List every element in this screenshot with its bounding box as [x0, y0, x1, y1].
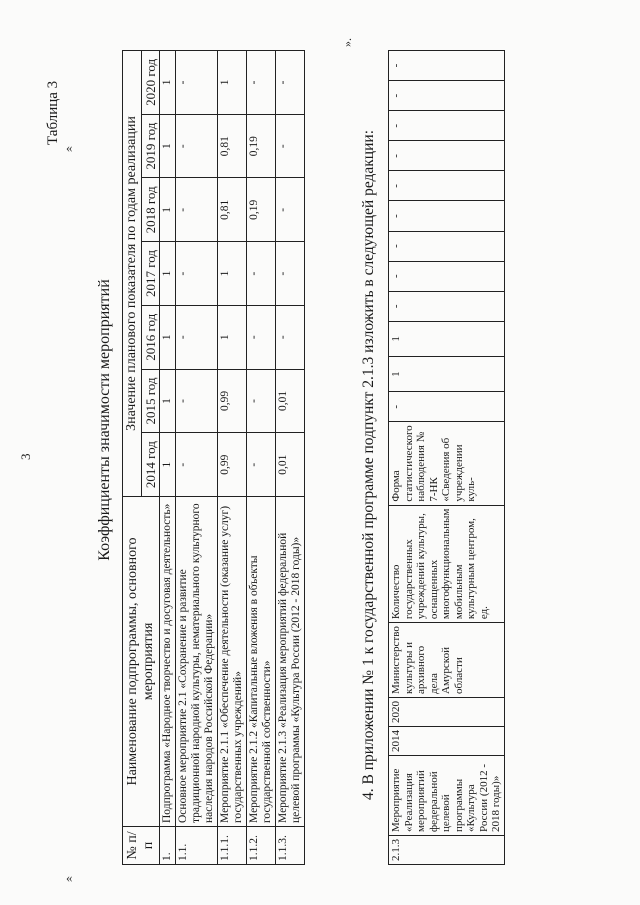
row-value: 1 — [160, 369, 176, 433]
year-end: 2020 — [389, 698, 505, 727]
row-num: 1. — [160, 827, 176, 865]
row-value: - — [276, 51, 305, 115]
row-value: - — [389, 201, 505, 231]
open-quote-mark: « — [66, 870, 73, 885]
table-row — [276, 51, 305, 865]
row-value: - — [276, 305, 305, 369]
row-value: 1 — [218, 305, 247, 369]
col-header-num: № п/п — [123, 827, 160, 865]
row-num: 2.1.3 — [389, 836, 505, 865]
indicator: Количество государственных учреждений культуры, оснащенных многофункциональным мобильным культурным центром, ед. — [389, 505, 505, 623]
row-value: 1 — [389, 321, 505, 356]
year-header: 2020 год — [142, 51, 160, 115]
year-header: 2014 год — [142, 433, 160, 497]
row-value: 0,99 — [218, 433, 247, 497]
row-value: 0,01 — [276, 369, 305, 433]
row-name: Мероприятие 2.1.2 «Капитальные вложения в объекты государственной собственности» — [247, 497, 276, 827]
row-value: 1 — [160, 114, 176, 178]
appendix-table — [388, 50, 505, 865]
table-row — [389, 51, 505, 865]
row-value: 0,81 — [218, 114, 247, 178]
measure-name: Мероприятие «Реализация мероприятий федеральной целевой программы «Культура России (2012 - 2018 годы)» — [389, 756, 505, 836]
row-value: 0,01 — [276, 433, 305, 497]
row-num: 1.1. — [176, 827, 218, 865]
row-value: - — [176, 178, 218, 242]
row-value: - — [389, 51, 505, 81]
row-value: 0,19 — [247, 178, 276, 242]
row-value: 0,99 — [218, 369, 247, 433]
table-row — [247, 51, 276, 865]
year-header: 2015 год — [142, 369, 160, 433]
row-num: 1.1.1. — [218, 827, 247, 865]
year-header: 2019 год — [142, 114, 160, 178]
row-value: 1 — [160, 242, 176, 306]
year-header: 2018 год — [142, 178, 160, 242]
row-value: 1 — [160, 305, 176, 369]
row-value: - — [276, 178, 305, 242]
page-number: 3 — [18, 453, 33, 460]
significance-table — [122, 50, 305, 865]
row-value: - — [389, 111, 505, 141]
row-name: Основное мероприятие 2.1 «Сохранение и развитие традиционной народной культуры, нематериального культурного наследия народов Российской Федерации» — [176, 497, 218, 827]
row-value: 1 — [389, 357, 505, 392]
row-value: - — [276, 114, 305, 178]
row-value: 0,19 — [247, 114, 276, 178]
row-num: 1.1.3. — [276, 827, 305, 865]
row-value: - — [389, 291, 505, 321]
closing-quote: ». — [340, 38, 354, 47]
row-value: - — [247, 433, 276, 497]
open-quote-mark-2: « — [66, 140, 73, 155]
row-value: - — [389, 392, 505, 422]
row-name: Подпрограмма «Народное творчество и досуговая деятельность» — [160, 497, 176, 827]
row-num: 1.1.2. — [247, 827, 276, 865]
amendment-paragraph: 4. В приложении № 1 к государственной программе подпункт 2.1.3 изложить в следующей редакции: — [360, 130, 377, 800]
table-row — [218, 51, 247, 865]
table-row — [176, 51, 218, 865]
col-header-plan: Значение планового показателя по годам реализации — [123, 51, 142, 497]
row-value: - — [176, 369, 218, 433]
row-value: 1 — [160, 178, 176, 242]
row-value: - — [389, 171, 505, 201]
row-value: - — [176, 51, 218, 115]
row-value: - — [247, 242, 276, 306]
row-value: - — [176, 433, 218, 497]
row-value: 1 — [160, 51, 176, 115]
row-value: 1 — [218, 51, 247, 115]
row-name: Мероприятие 2.1.3 «Реализация мероприятий федеральной целевой программы «Культура России (2012 - 2018 годы)» — [276, 497, 305, 827]
row-value: - — [389, 261, 505, 291]
row-value: - — [247, 51, 276, 115]
row-value: - — [389, 231, 505, 261]
data-source: Форма статистического наблюдения № 7-НК «Сведения об учреждении куль- — [389, 422, 505, 505]
row-value: - — [389, 141, 505, 171]
row-value: - — [247, 305, 276, 369]
row-name: Мероприятие 2.1.1 «Обеспечение деятельности (оказание услуг) государственных учреждений» — [218, 497, 247, 827]
row-value: - — [247, 369, 276, 433]
row-value: 1 — [218, 242, 247, 306]
row-value: - — [176, 242, 218, 306]
table-row — [160, 51, 176, 865]
row-value: - — [176, 114, 218, 178]
row-value: 0,81 — [218, 178, 247, 242]
year-header: 2016 год — [142, 305, 160, 369]
executor: Министерство культуры и архивного дела Амурской области — [389, 623, 505, 698]
col-header-name: Наименование подпрограммы, основного мероприятия — [123, 497, 160, 827]
row-value: - — [276, 242, 305, 306]
row-value: - — [389, 81, 505, 111]
row-value: 1 — [160, 433, 176, 497]
row-value: - — [176, 305, 218, 369]
year-start: 2014 — [389, 727, 505, 756]
table-label: Таблица 3 — [45, 80, 61, 145]
year-header: 2017 год — [142, 242, 160, 306]
table-title: Коэффициенты значимости мероприятий — [96, 279, 113, 561]
